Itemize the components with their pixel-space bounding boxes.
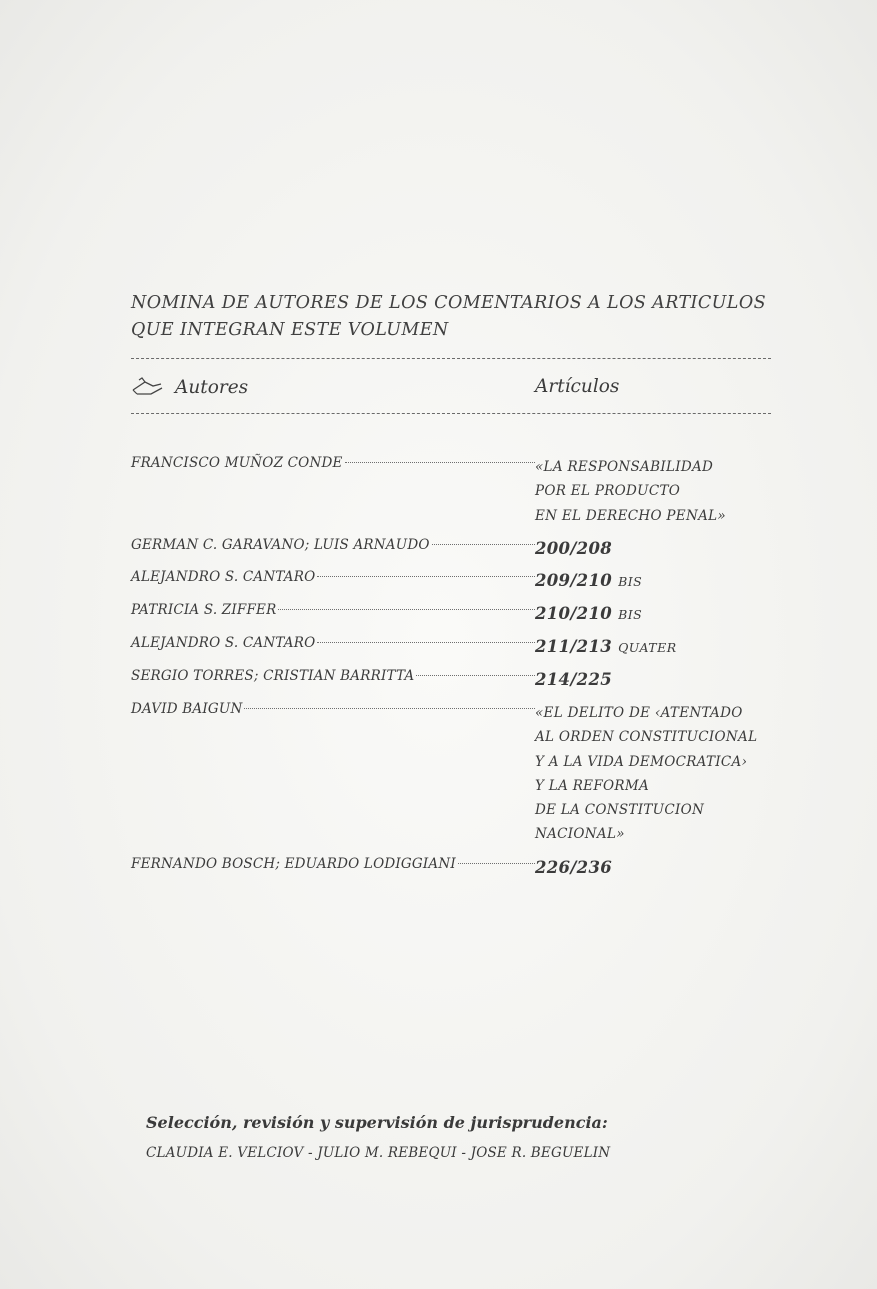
article-cell: [535, 635, 771, 660]
dot-leader: [244, 708, 535, 709]
author-cell: [131, 856, 535, 872]
author-cell: [131, 635, 535, 651]
author-name: FRANCISCO MUÑOZ CONDE: [131, 455, 343, 471]
author-cell: [131, 701, 535, 717]
article-range: 209/210: [535, 571, 613, 590]
article-cell: [535, 668, 771, 693]
article-line: «LA RESPONSABILIDAD: [535, 459, 714, 475]
article-cell: [535, 455, 771, 528]
article-line: EN EL DERECHO PENAL»: [535, 507, 726, 524]
author-cell: [131, 455, 535, 471]
author-cell: [131, 537, 535, 553]
article-range: 211/213: [535, 637, 613, 656]
article-suffix: QUATER: [618, 640, 677, 655]
column-header-autores: [131, 376, 248, 398]
article-cell: [535, 602, 771, 627]
article-range: 210/210: [535, 604, 613, 623]
jurisprudence-names: CLAUDIA E. VELCIOV - JULIO M. REBEQUI - JOSE R. BEGUELIN: [146, 1145, 611, 1161]
article-line: AL ORDEN CONSTITUCIONAL: [535, 729, 758, 746]
author-name: ALEJANDRO S. CANTARO: [131, 569, 316, 585]
article-line: Y A LA VIDA DEMOCRATICA›: [535, 753, 748, 770]
author-name: GERMAN C. GARAVANO; LUIS ARNAUDO: [131, 537, 430, 553]
dot-leader: [317, 576, 535, 577]
article-suffix: BIS: [618, 607, 643, 622]
dot-leader: [317, 642, 535, 643]
divider-top: [131, 358, 771, 359]
author-name: ALEJANDRO S. CANTARO: [131, 635, 316, 651]
article-line: NACIONAL»: [535, 826, 625, 843]
dot-leader: [458, 863, 535, 864]
article-range: 214/225: [535, 670, 613, 689]
author-cell: [131, 668, 535, 684]
heading-line-1: NOMINA DE AUTORES DE LOS COMENTARIOS A LOS ARTICULOS: [131, 293, 766, 313]
article-line: Y LA REFORMA: [535, 777, 649, 794]
article-cell: [535, 701, 771, 847]
writing-hand-icon: [131, 376, 165, 398]
page-heading: [131, 290, 771, 344]
article-cell: [535, 856, 771, 881]
author-name: FERNANDO BOSCH; EDUARDO LODIGGIANI: [131, 856, 456, 872]
heading-line-2: QUE INTEGRAN ESTE VOLUMEN: [131, 320, 449, 340]
dot-leader: [416, 675, 535, 676]
jurisprudence-heading: Selección, revisión y supervisión de jurisprudencia:: [146, 1113, 608, 1132]
divider-bottom: [131, 413, 771, 414]
dot-leader: [278, 609, 535, 610]
article-cell: [535, 537, 771, 562]
author-name: DAVID BAIGUN: [131, 701, 243, 717]
article-line: POR EL PRODUCTO: [535, 483, 681, 500]
article-range: 226/236: [535, 858, 613, 877]
article-suffix: BIS: [618, 574, 643, 589]
dot-leader: [432, 544, 535, 545]
autores-label: Autores: [175, 376, 249, 398]
author-cell: [131, 569, 535, 585]
author-name: PATRICIA S. ZIFFER: [131, 602, 277, 618]
article-range: 200/208: [535, 539, 613, 558]
article-line: DE LA CONSTITUCION: [535, 802, 705, 819]
article-cell: [535, 569, 771, 594]
article-line: «EL DELITO DE ‹ATENTADO: [535, 705, 743, 721]
author-cell: [131, 602, 535, 618]
author-name: SERGIO TORRES; CRISTIAN BARRITTA: [131, 668, 415, 684]
column-header-articulos: Artículos: [535, 376, 620, 397]
dot-leader: [345, 462, 535, 463]
